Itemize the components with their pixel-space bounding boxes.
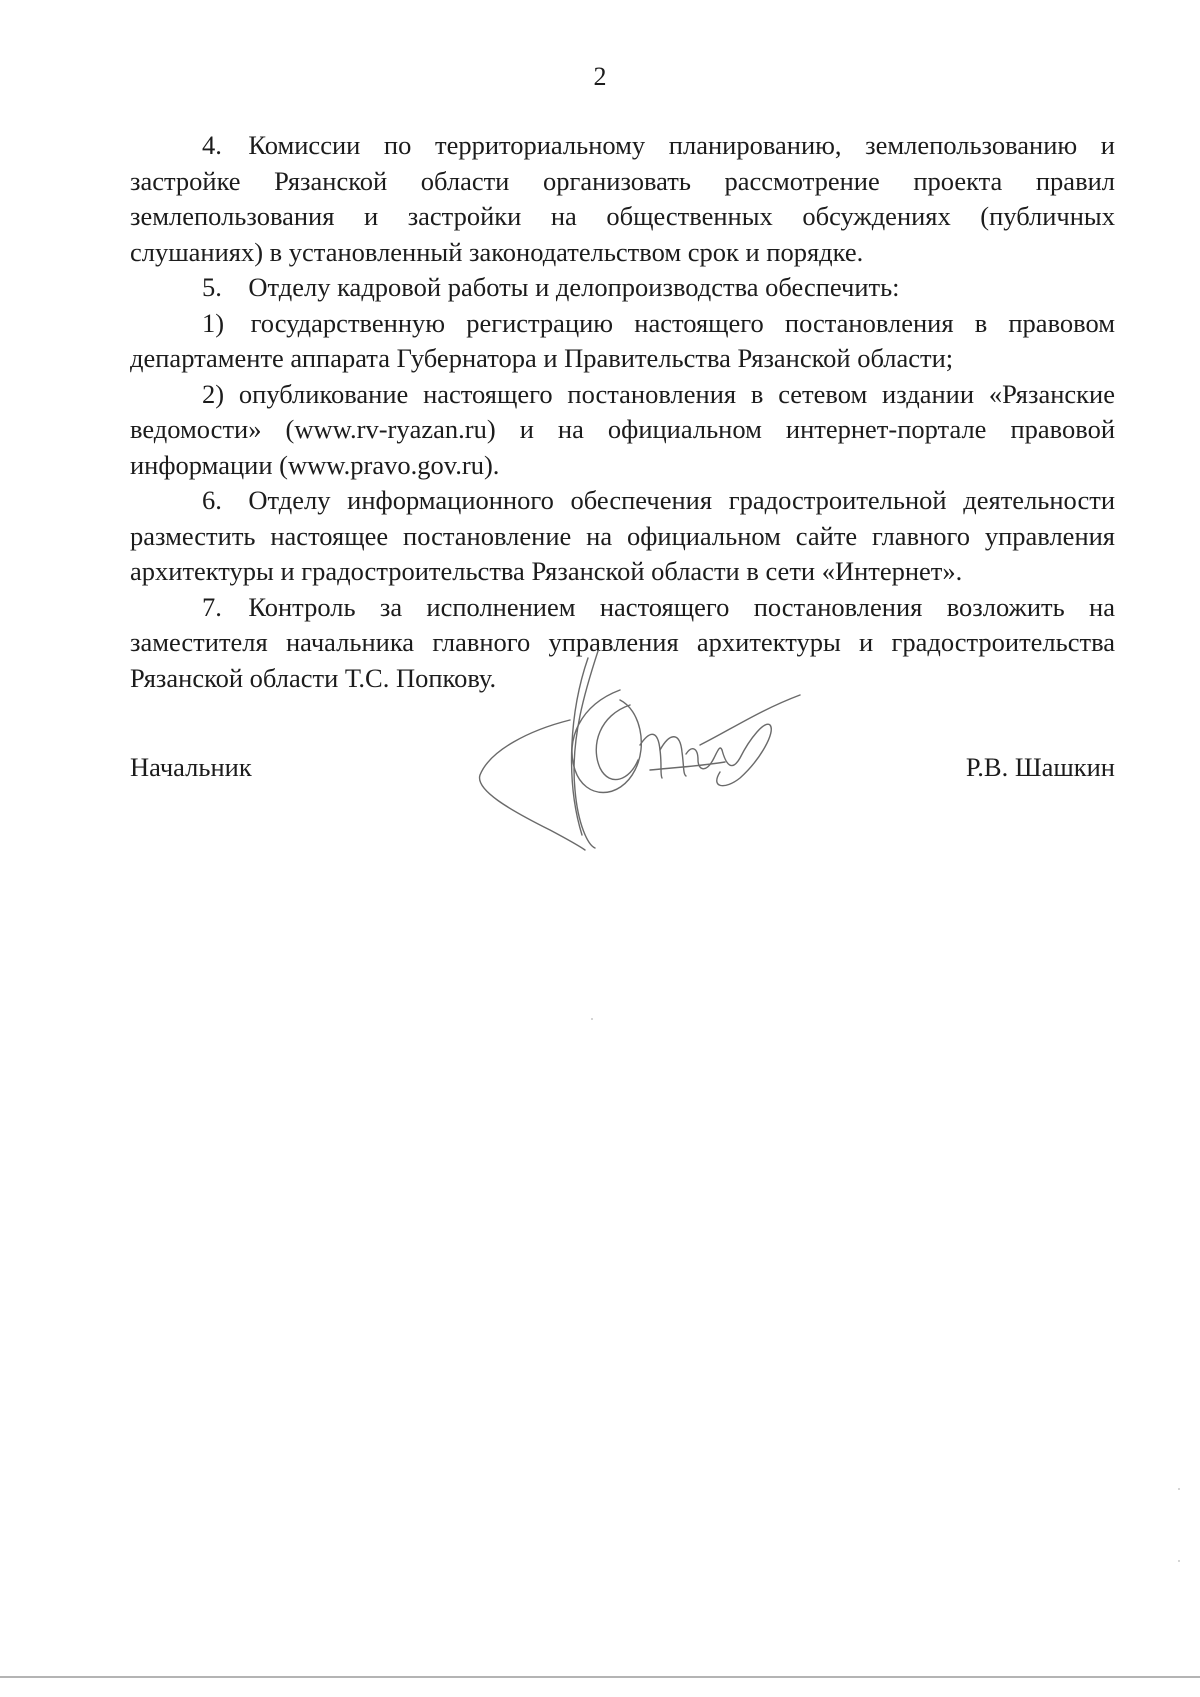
signer-title: Начальник [130,752,252,782]
paragraph-5-item-1: 1) государственную регистрацию настоящего постановления в правовом департаменте аппарата Губернатора и Правительства Рязанской области; [130,307,1115,373]
handwritten-signature [470,650,810,860]
signer-name: Р.В. Шашкин [965,752,1115,782]
paragraph-6: 6. Отделу информационного обеспечения градостроительной деятельности разместить настоящее постановление на официальном сайте главного управления архитектуры и градостроительства Рязанской области в сети «Интернет». [130,485,1115,586]
scan-edge-line [0,1676,1200,1678]
paragraph-4: 4. Комиссии по территориальному планированию, землепользованию и застройке Рязанской области организовать рассмотрение проекта правил землепользования и застройки на общественных обсуждениях (публичных слушаниях) в установленный законодательством срок и порядке. [130,130,1115,267]
paragraph-5-item-2: 2) опубликование настоящего постановления в сетевом издании «Рязанские ведомости» (www.rv-ryazan.ru) и на официальном интернет-портале правовой информации (www.pravo.gov.ru). [130,378,1115,480]
paragraph-7: 7. Контроль за исполнением настоящего постановления возложить на заместителя начальника главного управления архитектуры и градостроительства Рязанской области Т.С. Попкову. [130,591,1115,693]
signature-block [130,720,1115,870]
document-body [130,128,1115,696]
scan-artifact [1178,1488,1180,1490]
paragraph-5: 5. Отделу кадровой работы и делопроизводства обеспечить: [202,272,900,302]
scan-artifact [1178,1560,1180,1562]
scan-artifact [591,1018,593,1020]
page-number: 2 [593,62,607,91]
